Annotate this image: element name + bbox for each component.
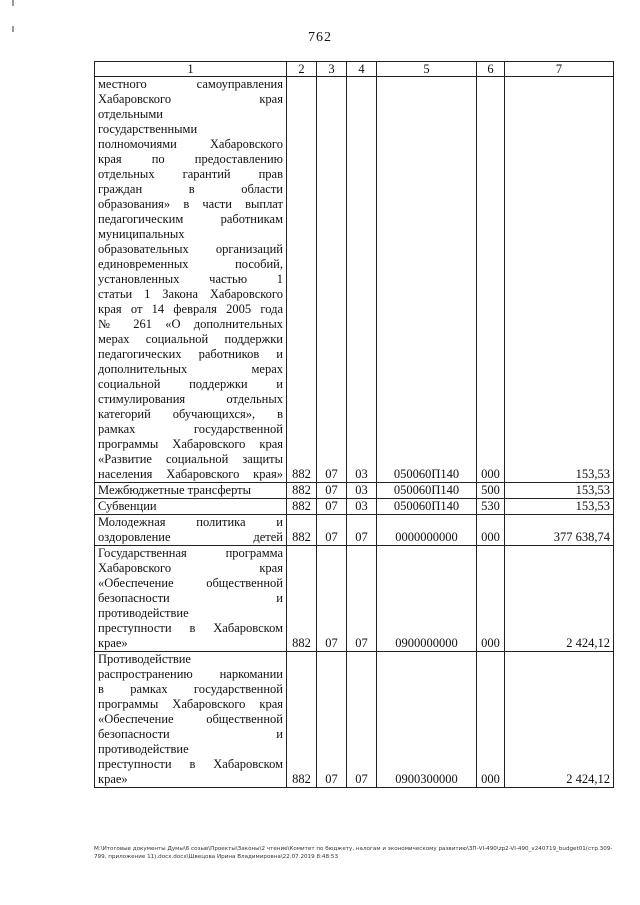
- cell-col-5: 050060П140: [377, 77, 477, 483]
- cell-col-6: 530: [477, 499, 505, 515]
- cell-col-5: 050060П140: [377, 499, 477, 515]
- column-header: 5: [377, 62, 477, 77]
- row-name-line: безопасности и: [98, 591, 283, 605]
- cell-col-6: 500: [477, 483, 505, 499]
- row-name-line: преступности в Хабаровском: [98, 621, 283, 635]
- row-name-line: края по предоставлению: [98, 152, 283, 166]
- row-name-line: безопасности и: [98, 727, 283, 741]
- row-name-line: статьи 1 Закона Хабаровского: [98, 287, 283, 301]
- row-name-line: преступности в Хабаровском: [98, 757, 283, 771]
- row-name-line: № 261 «О дополнительных: [98, 317, 283, 331]
- row-name-line: местного самоуправления: [98, 77, 283, 91]
- cell-col-7: 2 424,12: [505, 546, 614, 652]
- row-name-cell: [95, 515, 287, 546]
- column-header: 3: [317, 62, 347, 77]
- cell-col-6: 000: [477, 515, 505, 546]
- cell-col-2: 882: [287, 499, 317, 515]
- table-row: [95, 499, 614, 515]
- row-name-line: категорий обучающихся», в: [98, 407, 283, 421]
- cell-col-4: 07: [347, 546, 377, 652]
- cell-col-5: 050060П140: [377, 483, 477, 499]
- cell-col-3: 07: [317, 499, 347, 515]
- row-name-line: «Обеспечение общественной: [98, 576, 283, 590]
- row-name-line: крае»: [98, 772, 128, 786]
- row-name-line: граждан в области: [98, 182, 283, 196]
- row-name-line: крае»: [98, 636, 128, 650]
- cell-col-2: 882: [287, 483, 317, 499]
- table-header-row: [95, 62, 614, 77]
- column-header: 4: [347, 62, 377, 77]
- cell-col-7: 2 424,12: [505, 652, 614, 788]
- row-name-cell: [95, 546, 287, 652]
- row-name-line: социальной поддержки и: [98, 377, 283, 391]
- row-name-line: населения Хабаровского края»: [98, 467, 283, 481]
- row-name-line: Государственная программа: [98, 546, 283, 560]
- row-name-line: противодействие: [98, 742, 189, 756]
- cell-col-4: 03: [347, 77, 377, 483]
- cell-col-5: 0900000000: [377, 546, 477, 652]
- cell-col-2: 882: [287, 77, 317, 483]
- column-header: 6: [477, 62, 505, 77]
- row-name-line: Хабаровского края: [98, 92, 283, 106]
- document-path-footer: M:\Итоговые документы Думы\6 созыв\Проекты\Законы\2 чтение\Комитет по бюджету, налогам и экономическому развитию\3П-VI-490\zp2-VI-490_v240719_budget01(стр.309-799, приложение 11).docx.docx\Швецова Ирина Владимировна\22.07.2019 8:48:53: [94, 846, 613, 860]
- row-name-line: мерах социальной поддержки: [98, 332, 283, 346]
- cell-col-7: 153,53: [505, 499, 614, 515]
- row-name-line: программы Хабаровского края: [98, 437, 283, 451]
- cell-col-7: 153,53: [505, 483, 614, 499]
- row-name-line: муниципальных: [98, 227, 185, 241]
- column-header: 1: [95, 62, 287, 77]
- budget-table: [94, 61, 614, 788]
- row-name-line: распространению наркомании: [98, 667, 283, 681]
- row-name-line: Противодействие: [98, 652, 191, 666]
- row-name-line: противодействие: [98, 606, 189, 620]
- cell-col-2: 882: [287, 515, 317, 546]
- row-name-line: Молодежная политика и: [98, 515, 283, 529]
- row-name-line: Хабаровского края: [98, 561, 283, 575]
- row-name-line: в рамках государственной: [98, 682, 283, 696]
- cell-col-4: 03: [347, 499, 377, 515]
- cell-col-3: 07: [317, 77, 347, 483]
- cell-col-5: 0900300000: [377, 652, 477, 788]
- row-name-line: Субвенции: [98, 499, 157, 513]
- column-header: 7: [505, 62, 614, 77]
- row-name-line: оздоровление детей: [98, 530, 283, 544]
- table-row: [95, 515, 614, 546]
- row-name-cell: [95, 483, 287, 499]
- cell-col-7: 153,53: [505, 77, 614, 483]
- cell-col-3: 07: [317, 515, 347, 546]
- table-row: [95, 483, 614, 499]
- row-name-line: Межбюджетные трансферты: [98, 483, 252, 497]
- cell-col-2: 882: [287, 546, 317, 652]
- row-name-line: отдельными: [98, 107, 163, 121]
- row-name-line: отдельных гарантий прав: [98, 167, 283, 181]
- row-name-line: единовременных пособий,: [98, 257, 283, 271]
- column-header: 2: [287, 62, 317, 77]
- cell-col-4: 07: [347, 652, 377, 788]
- row-name-line: установленных частью 1: [98, 272, 283, 286]
- cell-col-6: 000: [477, 77, 505, 483]
- row-name-line: программы Хабаровского края: [98, 697, 283, 711]
- row-name-line: педагогических работников и: [98, 347, 283, 361]
- row-name-line: педагогическим работникам: [98, 212, 283, 226]
- row-name-line: «Обеспечение общественной: [98, 712, 283, 726]
- row-name-line: государственными: [98, 122, 198, 136]
- page-number: 762: [308, 30, 332, 45]
- row-name-line: «Развитие социальной защиты: [98, 452, 283, 466]
- table-row: [95, 652, 614, 788]
- row-name-line: образовательных организаций: [98, 242, 283, 256]
- cell-col-3: 07: [317, 483, 347, 499]
- row-name-cell: [95, 77, 287, 483]
- cell-col-3: 07: [317, 546, 347, 652]
- row-name-line: дополнительных мерах: [98, 362, 283, 376]
- row-name-line: края от 14 февраля 2005 года: [98, 302, 283, 316]
- cell-col-3: 07: [317, 652, 347, 788]
- cell-col-5: 0000000000: [377, 515, 477, 546]
- row-name-line: рамках государственной: [98, 422, 283, 436]
- scan-mark: [12, 0, 14, 6]
- row-name-cell: [95, 652, 287, 788]
- cell-col-7: 377 638,74: [505, 515, 614, 546]
- row-name-line: стимулирования отдельных: [98, 392, 283, 406]
- row-name-line: образования» в части выплат: [98, 197, 283, 211]
- cell-col-6: 000: [477, 546, 505, 652]
- row-name-cell: [95, 499, 287, 515]
- cell-col-4: 07: [347, 515, 377, 546]
- cell-col-6: 000: [477, 652, 505, 788]
- cell-col-4: 03: [347, 483, 377, 499]
- table-row: [95, 77, 614, 483]
- cell-col-2: 882: [287, 652, 317, 788]
- table-row: [95, 546, 614, 652]
- row-name-line: полномочиями Хабаровского: [98, 137, 283, 151]
